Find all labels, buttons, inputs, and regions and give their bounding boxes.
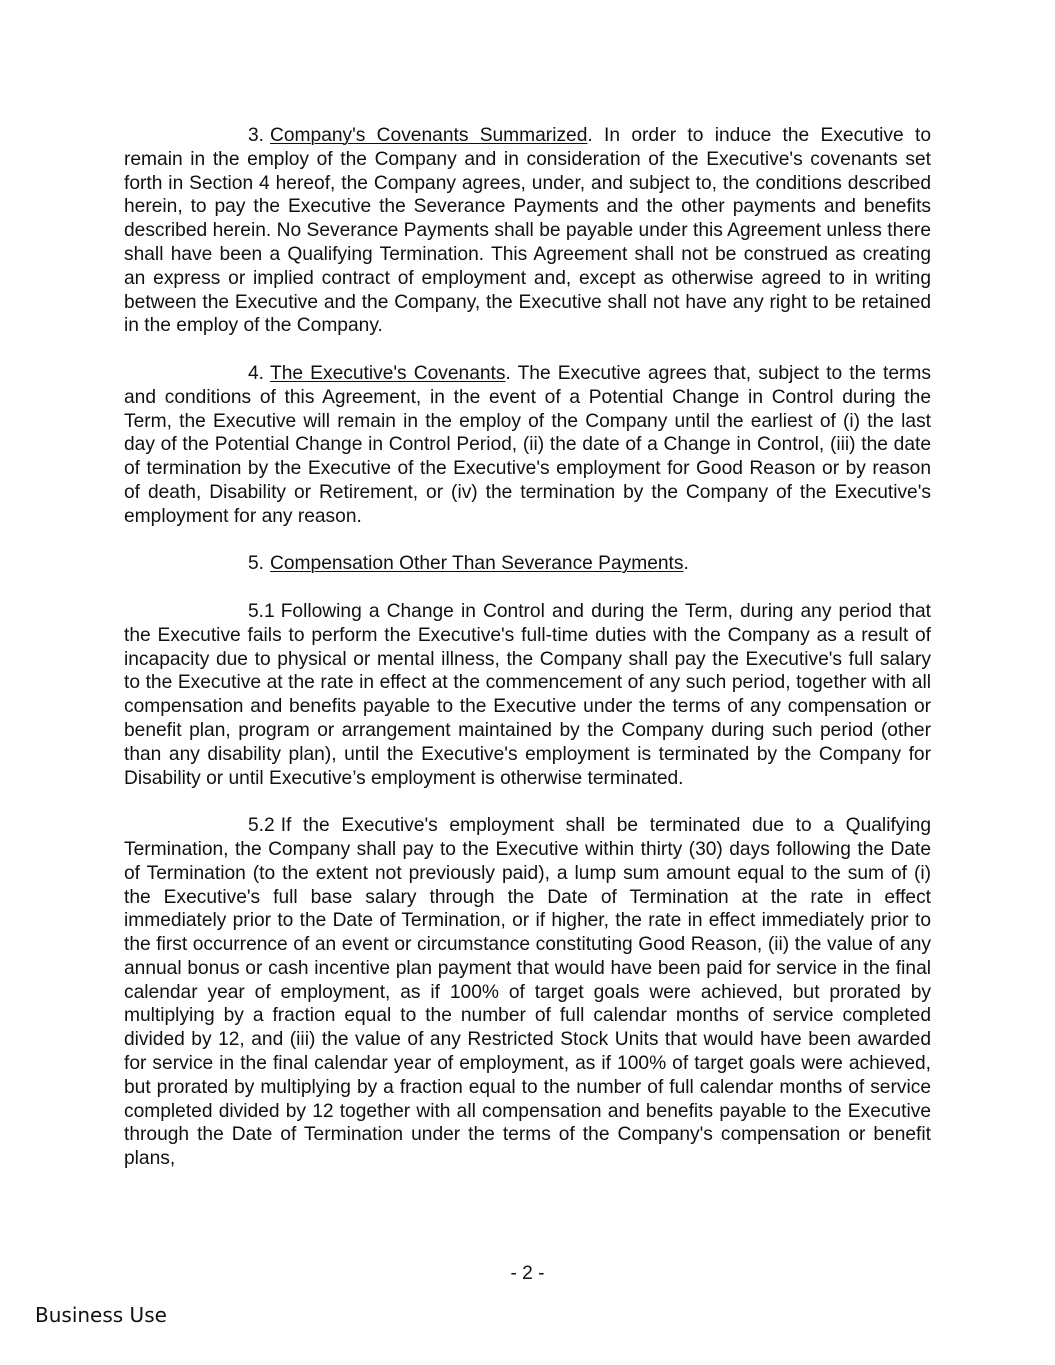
section-body: In order to induce the Executive to remain in the employ of the Company and in consideration of the Executive's covenants set forth in Section 4 hereof, the Company agrees, under, and subject to, the conditions described herein, to pay the Executive the Severance Payments and the other payments and benefits described herein. No Severance Payments shall be payable under this Agreement unless there shall have been a Qualifying Termination. This Agreement shall not be construed as creating an express or implied contract of employment and, except as otherwise agreed to in writing between the Executive and the Company, the Executive shall not have any right to be retained in the employ of the Company. [124, 125, 931, 337]
footer-classification-label: Business Use [35, 1303, 167, 1327]
section-body: If the Executive's employment shall be terminated due to a Qualifying Termination, the Company shall pay to the Executive within thirty (30) days following the Date of Termination (to the extent not previously paid), a lump sum amount equal to the sum of (i) the Executive's full base salary through the Date of Termination at the rate in effect immediately prior to the Date of Termination, or if higher, the rate in effect immediately prior to the first occurrence of an event or circumstance constituting Good Reason, (ii) the value of any annual bonus or cash incentive plan payment that would have been paid for service in the final calendar year of employment, as if 100% of target goals were achieved, but prorated by multiplying by a fraction equal to the number of full calendar months of service completed divided by 12, and (iii) the value of any Restricted Stock Units that would have been awarded for service in the final calendar year of employment, as if 100% of target goals were achieved, but prorated by multiplying by a fraction equal to the number of full calendar months of service completed divided by 12 together with all compensation and benefits payable to the Executive through the Date of Termination under the terms of the Company's compensation or benefit plans, [124, 815, 931, 1170]
section-5-heading [124, 552, 931, 576]
section-title: Compensation Other Than Severance Payments [270, 553, 684, 575]
section-title: Company's Covenants Summarized [270, 125, 588, 146]
section-3-paragraph [124, 124, 931, 338]
section-title-period: . [587, 125, 593, 146]
section-title-period: . [505, 362, 511, 384]
page-number: - 2 - [510, 1263, 545, 1284]
section-5-1-paragraph [124, 600, 931, 790]
section-number: 4. [248, 362, 265, 384]
section-title-period: . [683, 553, 689, 575]
section-body: Following a Change in Control and during the Term, during any period that the Executive fails to perform the Executive's full-time duties with the Company as a result of incapacity due to physical or mental illness, the Company shall pay the Executive's full salary to the Executive at the rate in effect at the commencement of any such period, together with all compensation and benefits payable to the Executive under the terms of any compensation or benefit plan, program or arrangement maintained by the Company during such period (other than any disability plan), until the Executive's employment is terminated by the Company for Disability or until Executive’s employment is otherwise terminated. [124, 600, 931, 789]
section-number: 5. [248, 553, 265, 575]
section-number: 3. [248, 125, 265, 146]
document-page [124, 124, 931, 1171]
section-body: The Executive agrees that, subject to the terms and conditions of this Agreement, in the event of a Potential Change in Control during the Term, the Executive will remain in the employ of the Company until the earliest of (i) the last day of the Potential Change in Control Period, (ii) the date of a Change in Control, (iii) the date of termination by the Executive of the Executive's employment for Good Reason or by reason of death, Disability or Retirement, or (iv) the termination by the Company of the Executive's employment for any reason. [124, 362, 931, 527]
section-4-paragraph [124, 362, 931, 529]
section-number: 5.2 [248, 815, 275, 837]
section-title: The Executive's Covenants [270, 362, 506, 384]
section-number: 5.1 [248, 600, 275, 622]
section-5-2-paragraph [124, 814, 931, 1171]
